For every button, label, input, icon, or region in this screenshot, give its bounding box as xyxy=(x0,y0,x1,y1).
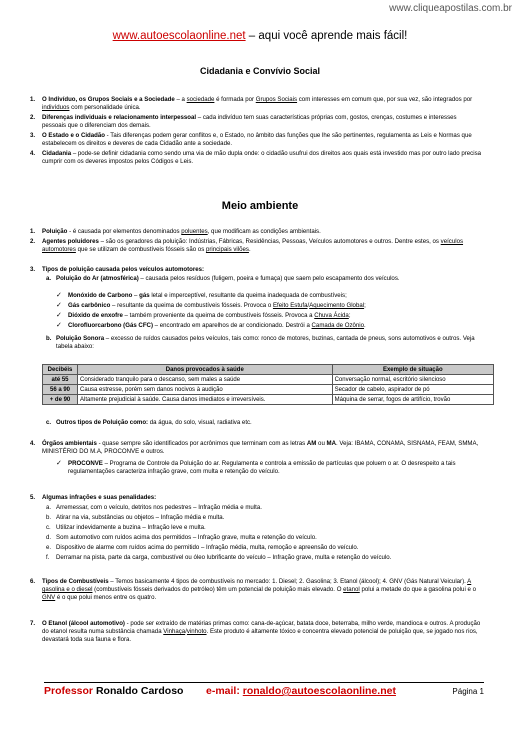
poluente-item: ✓ Dióxido de enxofre – também proveniente da queima de combustíveis fósseis. Provoca a Chuva Ácida; xyxy=(56,312,351,319)
poluente-item: ✓ Monóxido de Carbono – gás letal e imperceptível, resultante da queima inadequada de combustíveis; xyxy=(56,292,347,299)
proconve-note: ✓ PROCONVE – Programa de Controle da Poluição do ar. Regulamenta e controla a emissão de partículas que poluem o ar. O desrespeito a tais regulamentações caracteriza infração grave, com multa e retenção do veículo. xyxy=(56,460,456,476)
table-header: Danos provocados à saúde xyxy=(78,365,333,375)
check-icon: ✓ xyxy=(56,292,62,299)
item-poluicao: 1. Poluição - é causada por elementos denominados poluentes, que modificam as condições ambientais. xyxy=(30,228,321,235)
table-cell: Secador de cabelo, aspirador de pó xyxy=(332,385,493,395)
table-row xyxy=(43,385,494,395)
page-number: Página 1 xyxy=(452,687,484,696)
site-link[interactable]: www.autoescolaonline.net xyxy=(112,30,246,42)
table-cell: até 55 xyxy=(43,375,78,385)
sub-poluicao-ar: a. Poluição do Ar (atmosférica) – causada pelos resíduos (fuligem, poeira e fumaça) que saem pelo escapamento dos veículos. xyxy=(46,275,400,282)
table-cell: + de 90 xyxy=(43,395,78,405)
table-header: Decibéis xyxy=(43,365,78,375)
email-link[interactable]: ronaldo@autoescolaonline.net xyxy=(242,685,396,697)
cidadania-item: 4. Cidadania – pode-se definir cidadania como sendo uma via de mão dupla onde: o cidadão usufrui dos direitos aos quais está investido mas por outro lado precisa cumprir com os deveres impostos pelos Códigos e Leis. xyxy=(30,150,482,166)
sub-outros-tipos: c. Outros tipos de Poluição como: da água, do solo, visual, radiativa etc. xyxy=(46,419,252,426)
header-tagline: aqui você aprende mais fácil! xyxy=(258,30,408,42)
table-cell: 56 a 90 xyxy=(43,385,78,395)
page-footer xyxy=(44,682,484,699)
infracao-item: a. Arremessar, com o veículo, detritos nos pedestres – Infração média e multa. xyxy=(46,504,262,511)
section-title-meio-ambiente: Meio ambiente xyxy=(221,200,299,212)
decibel-table xyxy=(42,364,494,405)
infracao-item: b. Atirar na via, substâncias ou objetos – Infração média e multa. xyxy=(46,514,225,521)
item-agentes-poluidores: 2. Agentes poluidores – são os geradores da poluição: Indústrias, Fábricas, Residências, Pessoas, Veículos automotores e outros. Dentre estes, os veículos automotores que se utilizam de combustíveis fósseis são os principais vilões. xyxy=(30,238,464,254)
cidadania-item: 3. O Estado e o Cidadão - Tais diferenças podem gerar conflitos e, o Estado, no âmbito das funções que lhe são pertinentes, regulamenta as Leis e Normas que estabelecem os direitos e deveres de cada Cidadão ante a sociedade. xyxy=(30,132,472,148)
item-etanol: 7. O Etanol (álcool automotivo) - pode ser extraído de matérias primas como: cana-de-açúcar, batata doce, beterraba, milho verde, mandioca e outros. A produção do etanol resulta numa substância chamada Vinhaça/vinhoto. Este produto é altamente tóxico e concentra elevado potencial de poluição que, se jogado nos rios, devastará toda sua fauna e flora. xyxy=(30,620,481,644)
table-cell: Máquina de serrar, fogos de artifício, trovão xyxy=(332,395,493,405)
table-row xyxy=(43,375,494,385)
table-cell: Conversação normal, escritório silencioso xyxy=(332,375,493,385)
item-tipos-poluicao: 3. Tipos de poluição causada pelos veículos automotores: xyxy=(30,266,205,273)
check-icon: ✓ xyxy=(56,302,62,309)
footer-email: e-mail: ronaldo@autoescolaonline.net xyxy=(206,685,396,697)
item-combustiveis: 6. Tipos de Combustíveis – Temos basicamente 4 tipos de combustíveis no mercado: 1. Diesel; 2. Gasolina; 3. Etanol (álcool); 4. GNV (Gás Natural Veicular). A gasolina e o diesel (combustíveis fósseis derivados do petróleo) têm um potencial de poluição mais elevado. O etanol polui a metade do que a gasolina polui e o GNV é o que polui menos entre os quatro. xyxy=(30,578,476,602)
poluente-item: ✓ Clorofluorcarbono (Gás CFC) – encontrado em aparelhos de ar condicionado. Destrói a Camada de Ozônio. xyxy=(56,322,366,329)
check-icon: ✓ xyxy=(56,312,62,319)
footer-author: Professor Ronaldo Cardoso xyxy=(44,685,184,697)
infracao-item: f. Derramar na pista, parte da carga, combustível ou óleo lubrificante do veículo – Infração grave, multa e retenção do veículo. xyxy=(46,554,392,561)
item-infracoes: 5. Algumas infrações e suas penalidades: xyxy=(30,494,157,501)
cidadania-item: 1. O Indivíduo, os Grupos Sociais e a Sociedade – a sociedade é formada por Grupos Sociais com interesses em comum que, por sua vez, são integrados por indivíduos com personalidade única. xyxy=(30,96,473,112)
item-orgaos-ambientais: 4. Órgãos ambientais - quase sempre são identificados por acrônimos que terminam com as letras AM ou MA. Veja: IBAMA, CONAMA, SISNAMA, FEAM, SMMA, MINISTÉRIO DO M.A, PROCONVE e outros. xyxy=(30,440,479,456)
sub-poluicao-sonora: b. Poluição Sonora – excesso de ruídos causados pelos veículos, tais como: ronco de motores, buzinas, cantada de pneus, sons automotivos e outros. Veja tabela abaixo: xyxy=(46,335,475,351)
infracao-item: d. Som automotivo com ruídos acima dos permitidos – Infração grave, multa e retenção do veículo. xyxy=(46,534,317,541)
infracao-item: e. Dispositivo de alarme com ruídos acima do permitido – Infração média, multa, remoção e apreensão do veículo. xyxy=(46,544,359,551)
infracao-item: c. Utilizar indevidamente a buzina – Infração leve e multa. xyxy=(46,524,206,531)
page-header: www.autoescolaonline.net – aqui você aprende mais fácil! xyxy=(112,30,408,42)
table-row xyxy=(43,395,494,405)
table-cell: Considerado tranquilo para o descanso, sem males a saúde xyxy=(78,375,333,385)
cidadania-item: 2. Diferenças individuais e relacionamento interpessoal – cada indivíduo tem suas características próprias com, gostos, crenças, costumes e interesses pessoais que o diferenciam dos demais. xyxy=(30,114,457,130)
table-header: Exemplo de situação xyxy=(332,365,493,375)
watermark: www.cliqueapostilas.com.br xyxy=(389,3,512,14)
section-title-cidadania: Cidadania e Convívio Social xyxy=(199,66,321,76)
check-icon: ✓ xyxy=(56,322,62,329)
poluente-item: ✓ Gás carbônico – resultante da queima de combustíveis fósseis. Provoca o Efeito Estufa/Aquecimento Global; xyxy=(56,302,366,309)
table-cell: Causa estresse, porém sem danos nocivos à audição xyxy=(78,385,333,395)
table-cell: Altamente prejudicial à saúde. Causa danos imediatos e irreversíveis. xyxy=(78,395,333,405)
